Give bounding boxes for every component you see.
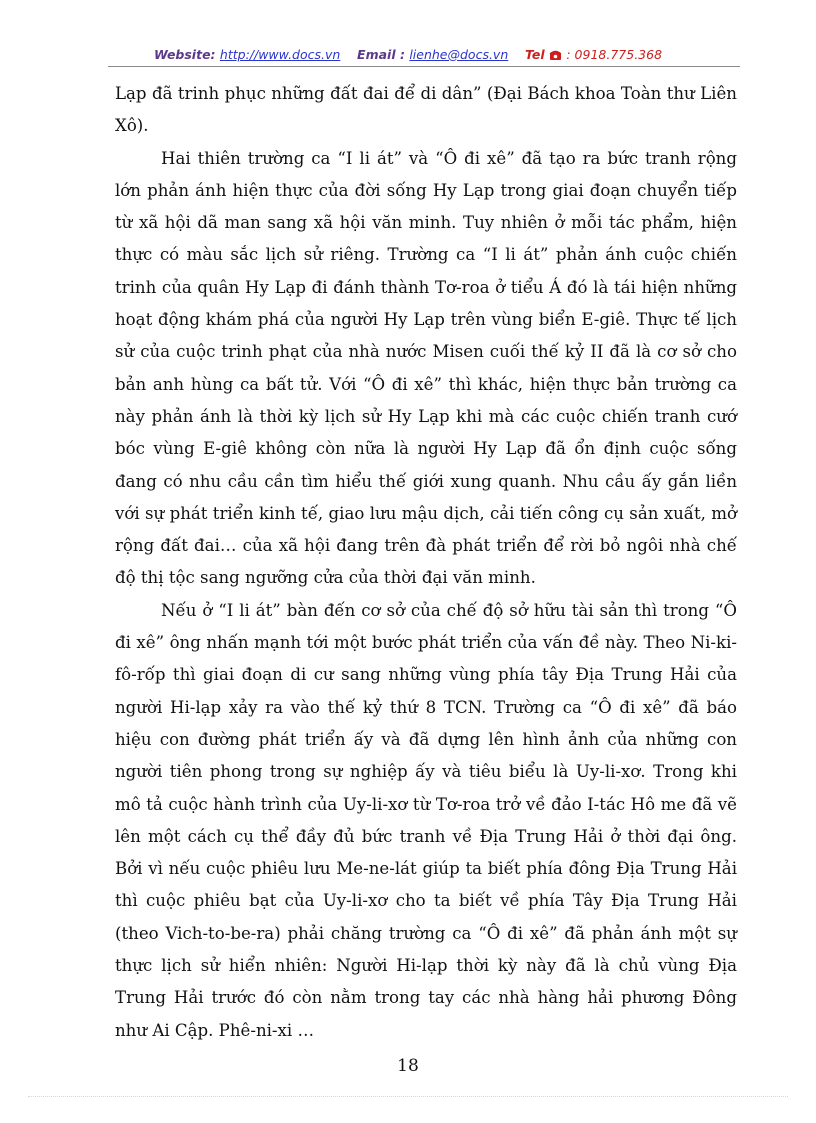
footer-divider: [28, 1096, 788, 1097]
page-header: [0, 47, 816, 64]
email-label: Email :: [357, 47, 405, 62]
page-number: 18: [397, 1056, 419, 1076]
tel-label: Tel: [524, 47, 545, 62]
paragraph-2: Hai thiên trường ca “I li át” và “Ô đi xê” đã tạo ra bức tranh rộng lớn phản ánh hiện thực của đời sống Hy Lạp trong giai đoạn chuyển tiếp từ xã hội dã man sang xã hội văn minh. Tuy nhiên ở mỗi tác phẩm, hiện thực có màu sắc lịch sử riêng. Trường ca “I li át” phản ánh cuộc chiến trinh của quân Hy Lạp đi đánh thành Tơ-roa ở tiểu Á đó là tái hiện những hoạt động khám phá của người Hy Lạp trên vùng biển E-giê. Thực tế lịch sử của cuộc trinh phạt của nhà nước Misen cuối thế kỷ II đã là cơ sở cho bản anh hùng ca bất tử. Với “Ô đi xê” thì khác, hiện thực bản trường ca này phản ánh là thời kỳ lịch sử Hy Lạp khi mà các cuộc chiến tranh cướ bóc vùng E-giê không còn nữa là người Hy Lạp đã ổn định cuộc sống đang có nhu cầu cần tìm hiểu thế giới xung quanh. Nhu cầu ấy gắn liền với sự phát triển kinh tế, giao lưu mậu dịch, cải tiến công cụ sản xuất, mở rộng đất đai… của xã hội đang trên đà phát triển để rời bỏ ngôi nhà chế độ thị tộc sang ngưỡng cửa của thời đại văn minh.: [115, 148, 737, 588]
header-divider: [108, 66, 740, 67]
website-link[interactable]: http://www.docs.vn: [219, 47, 341, 62]
paragraph-1: Lạp đã trinh phục những đất đai để di dân” (Đại Bách khoa Toàn thư Liên Xô).: [115, 84, 737, 136]
email-link[interactable]: lienhe@docs.vn: [409, 47, 509, 62]
paragraph-3: Nếu ở “I li át” bàn đến cơ sở của chế độ sở hữu tài sản thì trong “Ô đi xê” ông nhấn mạnh tới một bước phát triển của vấn đề này. Theo Ni-ki-fô-rốp thì giai đoạn di cư sang những vùng phía tây Địa Trung Hải của người Hi-lạp xảy ra vào thế kỷ thứ 8 TCN. Trường ca “Ô đi xê” đã báo hiệu con đường phát triển ấy và đã dựng lên hình ảnh của những con người tiên phong trong sự nghiệp ấy và tiêu biểu là Uy-li-xơ. Trong khi mô tả cuộc hành trình của Uy-li-xơ từ Tơ-roa trở về đảo I-tác Hô me đã vẽ lên một cách cụ thể đầy đủ bức tranh về Địa Trung Hải ở thời đại ông. Bởi vì nếu cuộc phiêu lưu Me-ne-lát giúp ta biết phía đông Địa Trung Hải thì cuộc phiêu bạt của Uy-li-xơ cho ta biết về phía Tây Địa Trung Hải (theo Vich-to-be-ra) phải chăng trường ca “Ô đi xê” đã phản ánh một sự thực lịch sử hiển nhiên: Người Hi-lạp thời kỳ này đã là chủ vùng Địa Trung Hải trước đó còn nằm trong tay các nhà hàng hải phương Đông như Ai Cập. Phê-ni-xi …: [115, 600, 737, 1040]
phone-icon: [549, 49, 562, 64]
phone-number: : 0918.775.368: [566, 47, 663, 62]
document-body: [115, 78, 737, 1047]
website-label: Website:: [153, 47, 216, 62]
